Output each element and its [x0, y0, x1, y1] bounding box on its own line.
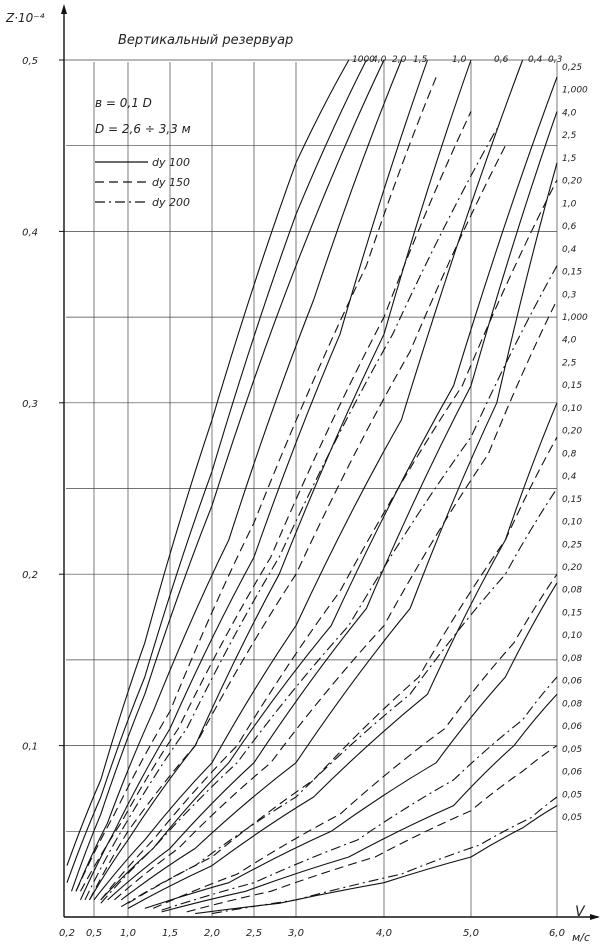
right-curve-label: 0,4 [562, 472, 577, 483]
series-line [72, 60, 385, 891]
top-curve-label: 1000 [352, 55, 375, 65]
right-curve-label: 0,06 [562, 722, 583, 733]
legend-note-2: D = 2,6 ÷ 3,3 м [95, 122, 191, 136]
legend-label-1: dу 100 [152, 156, 190, 169]
right-curve-label: 0,08 [562, 699, 583, 710]
legend-label-3: dу 200 [152, 196, 190, 209]
right-curve-label: 1,000 [562, 85, 588, 96]
top-curve-label: 0,3 [548, 55, 563, 65]
right-curve-label: 0,15 [562, 267, 583, 278]
right-curve-label: 0,08 [562, 653, 583, 664]
series-line [121, 489, 557, 907]
right-curve-label: 0,05 [562, 790, 583, 801]
top-curve-label: 1,5 [413, 55, 428, 65]
right-curve-label: 0,10 [562, 631, 583, 642]
series-line [90, 146, 506, 900]
x-tick-label: 5,0 [463, 928, 479, 939]
series-line [76, 77, 436, 891]
series-line [90, 60, 472, 900]
x-tick-label: 2,5 [246, 928, 262, 939]
top-curve-label: 2,0 [392, 55, 407, 65]
x-axis-label: V [575, 904, 585, 920]
right-curve-label: 0,05 [562, 744, 583, 755]
series-line [81, 111, 472, 891]
legend-label-2: dу 150 [152, 176, 190, 189]
x-tick-label: 2,0 [204, 928, 220, 939]
right-curve-label: 0,20 [562, 563, 583, 573]
top-curve-label: 1,0 [452, 55, 467, 65]
right-curve-label: 0,10 [562, 517, 583, 528]
right-curve-label: 1,5 [562, 153, 577, 164]
series-line [187, 746, 557, 912]
y-axis-label: Z·10⁻⁴ [6, 11, 45, 25]
series-line [212, 797, 557, 914]
right-curve-label: 2,5 [562, 131, 577, 142]
grid [64, 60, 557, 917]
right-curve-label: 0,25 [562, 540, 583, 551]
right-curve-label: 0,06 [562, 676, 583, 687]
y-tick-label: 0,1 [22, 741, 38, 753]
right-curve-label: 0,08 [562, 585, 583, 596]
top-curve-label: 0,6 [494, 55, 509, 65]
series-line [195, 806, 557, 914]
series-line [162, 677, 557, 910]
x-tick-label: 6,0 [549, 928, 565, 939]
chart-title: Вертикальный резервуар [118, 33, 294, 48]
x-tick-label: 4,0 [376, 928, 392, 939]
right-curve-label: 2,5 [562, 358, 577, 369]
y-tick-label: 0,3 [22, 398, 38, 410]
y-tick-label: 0,4 [22, 227, 38, 239]
right-curve-label: 0,10 [562, 403, 583, 414]
legend-note-1: в = 0,1 D [95, 96, 152, 110]
y-axis-arrow [61, 4, 67, 14]
series-line [101, 180, 557, 900]
right-curve-label: 0,15 [562, 381, 583, 392]
right-curve-label: 4,0 [562, 108, 577, 119]
right-curve-label: 0,8 [562, 449, 577, 460]
right-curve-label: 4,0 [562, 335, 577, 346]
right-curve-label: 0,20 [562, 176, 583, 187]
series-line [108, 111, 557, 900]
x-tick-label: 1,5 [162, 928, 178, 939]
series-line [76, 60, 401, 891]
y-tick-label: 0,2 [22, 570, 38, 582]
right-curve-label: 1,0 [562, 199, 577, 210]
right-curve-label: 1,000 [562, 313, 588, 323]
right-curve-label: 0,20 [562, 426, 583, 437]
series-line [85, 129, 497, 900]
x-tick-label: 1,0 [120, 928, 136, 939]
series-group [67, 60, 557, 914]
x-tick-label: 3,0 [288, 928, 304, 939]
right-curve-label: 0,6 [562, 222, 577, 233]
right-curve-label: 0,4 [562, 244, 577, 255]
x-tick-label: 0,5 [86, 928, 102, 939]
series-line [114, 300, 557, 900]
right-curve-label: 0,3 [562, 290, 577, 301]
right-curve-label: 0,15 [562, 608, 583, 619]
legend [95, 96, 191, 209]
right-curve-label: 0,15 [562, 494, 583, 505]
top-curve-labels [352, 55, 563, 65]
series-line [162, 694, 557, 912]
right-curve-label: 0,05 [562, 813, 583, 823]
x-axis-arrow [590, 914, 600, 920]
right-curve-labels [562, 63, 588, 823]
series-line [128, 437, 557, 903]
right-curve-label: 0,25 [562, 63, 583, 73]
x-tick-label: 0,2 [59, 928, 75, 939]
top-curve-label: 4,0 [372, 55, 387, 65]
right-curve-label: 0,06 [562, 767, 583, 778]
top-curve-label: 0,4 [528, 55, 543, 65]
y-tick-label: 0,5 [22, 56, 38, 67]
series-line [67, 60, 349, 866]
x-axis-unit: м/с [572, 931, 591, 944]
